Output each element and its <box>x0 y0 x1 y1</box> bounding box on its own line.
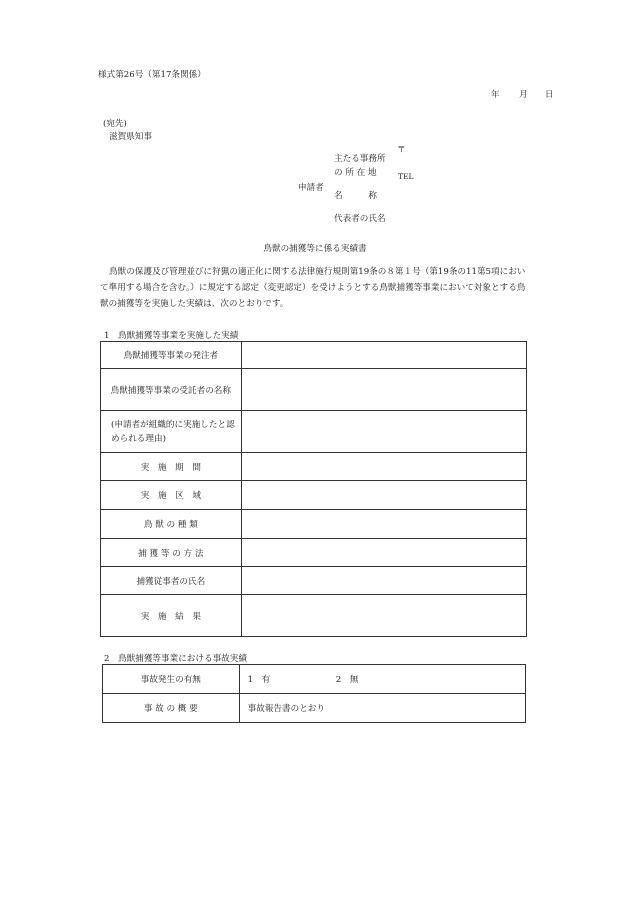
row-value-area[interactable] <box>241 481 526 510</box>
row-label-workers: 捕獲従事者の氏名 <box>101 567 242 595</box>
row-value-contractor[interactable] <box>241 369 526 411</box>
form-id: 様式第26号（第17条関係） <box>98 70 206 80</box>
row-value-workers[interactable] <box>241 567 526 595</box>
table-row <box>101 510 527 539</box>
representative-label: 代表者の氏名 <box>334 214 386 224</box>
row-label-orderer: 鳥獣捕獲等事業の発注者 <box>101 342 242 369</box>
date-month: 月 <box>519 90 528 100</box>
intro-paragraph: 鳥獣の保護及び管理並びに狩猟の適正化に関する法律施行規則第19条の８第１号（第19条の11第5項において準用する場合を含む。）に規定する認定（変更認定）を受けようとする鳥獣捕獲等事業において対象とする鳥獣の捕獲等を実施した実績は、次のとおりです。 <box>100 267 526 309</box>
row-value-reason[interactable] <box>241 411 526 453</box>
row-label-reason: (申請者が組織的に実施したと認められる理由) <box>101 411 242 453</box>
name-label: 名 称 <box>334 191 377 201</box>
row-label-contractor: 鳥獣捕獲等事業の受託者の名称 <box>101 369 242 411</box>
section1-heading: 1 鳥獣捕獲等事業を実施した実績 <box>104 331 239 341</box>
tel-label: TEL <box>398 172 414 181</box>
table-row <box>101 342 527 369</box>
row-label-area: 実 施 区 域 <box>101 481 242 510</box>
document-title: 鳥獣の捕獲等に係る実績書 <box>263 244 367 254</box>
table-row <box>101 481 527 510</box>
option-yes[interactable]: 1 有 <box>247 675 271 685</box>
row-label-method: 捕 獲 等 の 方 法 <box>101 539 242 567</box>
accident-options <box>239 665 525 694</box>
section2-heading: 2 鳥獣捕獲等事業における事故実績 <box>104 654 247 664</box>
date-year: 年 <box>491 90 500 100</box>
section1-table <box>100 341 527 637</box>
table-row <box>101 539 527 567</box>
row-label-species: 鳥 獣 の 種 類 <box>101 510 242 539</box>
row-label-accident: 事故発生の有無 <box>103 665 240 694</box>
postal-mark: 〒 <box>397 145 406 155</box>
applicant-label: 申請者 <box>298 183 324 193</box>
table-row <box>101 411 527 453</box>
office-label-1: 主たる事務所 <box>334 154 386 164</box>
office-label-2: の 所 在 地 <box>334 168 377 178</box>
table-row <box>101 595 527 637</box>
table-row <box>103 665 526 694</box>
table-row <box>101 453 527 481</box>
row-value-method[interactable] <box>241 539 526 567</box>
row-value-summary[interactable]: 事故報告書のとおり <box>239 694 525 723</box>
row-value-period[interactable] <box>241 453 526 481</box>
date-day: 日 <box>545 90 554 100</box>
row-label-result: 実 施 結 果 <box>101 595 242 637</box>
row-label-period: 実 施 期 間 <box>101 453 242 481</box>
addressee-name: 滋賀県知事 <box>109 132 152 142</box>
row-value-orderer[interactable] <box>241 342 526 369</box>
table-row <box>103 694 526 723</box>
table-row <box>101 567 527 595</box>
option-no[interactable]: 2 無 <box>335 675 359 685</box>
section2-table <box>102 664 526 723</box>
row-label-summary: 事 故 の 概 要 <box>103 694 240 723</box>
addressee-prefix: (宛先) <box>103 119 127 129</box>
row-value-species[interactable] <box>241 510 526 539</box>
table-row <box>101 369 527 411</box>
row-value-result[interactable] <box>241 595 526 637</box>
